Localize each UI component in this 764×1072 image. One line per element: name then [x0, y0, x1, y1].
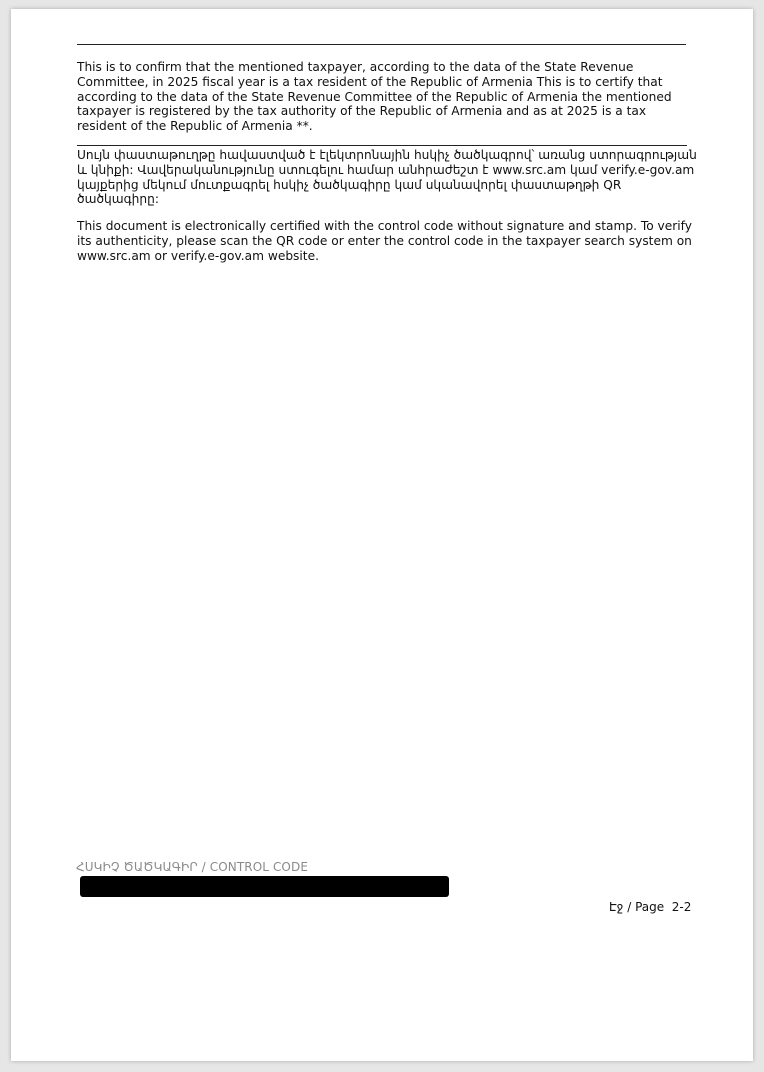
- page-number: Էջ / Page 2-2: [609, 900, 692, 914]
- document-page: [11, 9, 753, 1061]
- residency-confirmation-text: This is to confirm that the mentioned taxpayer, according to the data of the State Revenue Committee, in 2025 fiscal year is a tax resident of the Republic of Armenia This is to certify that according to the data of the State Revenue Committee of the Republic of Armenia the mentioned taxpayer is registered by the tax authority of the Republic of Armenia and as at 2025 is a tax resident of the Republic of Armenia **.: [77, 60, 672, 134]
- top-divider: [77, 44, 686, 45]
- certification-notice-armenian: Սույն փաստաթուղթը հավաստված է էլեկտրոնային հսկիչ ծածկագրով՝ առանց ստորագրության և կնիքի: Վավերականությունը ստուգելու համար անհրաժեշտ է www.src.am կամ verify.e-gov.am կայքերից մեկում մուտքագրել հսկիչ ծածկագիրը կամ սկանավորել փաստաթղթի QR ծածկագիրը:: [77, 148, 697, 207]
- control-code-redacted: [80, 876, 449, 897]
- certification-notice-english: This document is electronically certified with the control code without signature and stamp. To verify its authenticity, please scan the QR code or enter the control code in the taxpayer search system on www.src.am or verify.e-gov.am website.: [77, 219, 692, 263]
- control-code-label: ՀՍԿԻՉ ԾԱԾԿԱԳԻՐ / CONTROL CODE: [76, 860, 308, 874]
- section-divider: [77, 145, 687, 146]
